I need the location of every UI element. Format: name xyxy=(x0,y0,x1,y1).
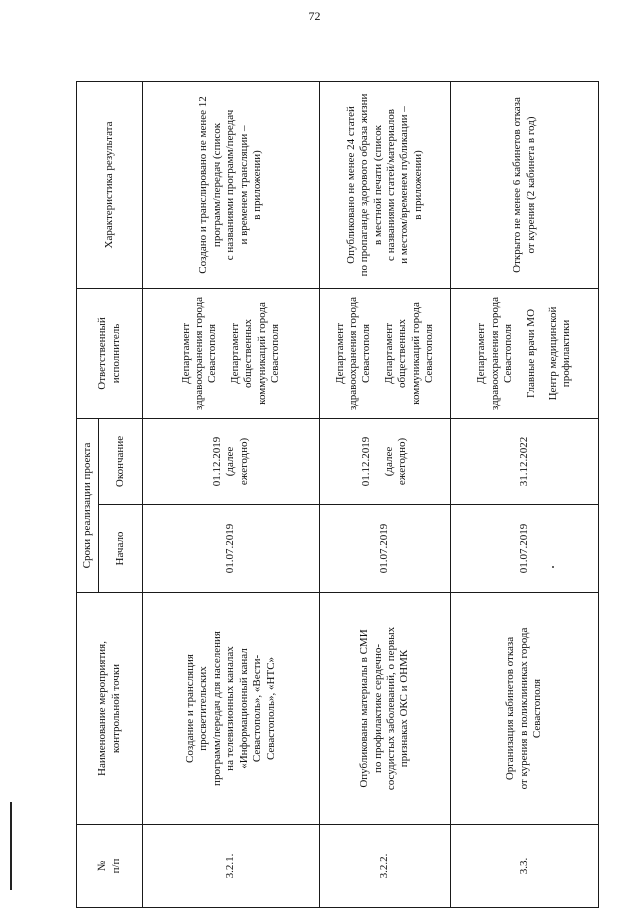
row-end-line: ежегодно) xyxy=(237,437,250,486)
row-responsible-line: здравоохранения города xyxy=(488,296,501,411)
row-name-line: Севастополь», «НТС» xyxy=(264,656,277,761)
row-result-line: и временем трансляции – xyxy=(237,125,250,245)
row-responsible-spacer xyxy=(220,293,229,414)
row-start: 01.07.2019 xyxy=(320,505,451,593)
row-responsible-line: Департамент xyxy=(179,322,192,384)
header-period: Сроки реализации проекта xyxy=(77,418,99,592)
row-result-line: с названиями программ/передач xyxy=(224,109,237,261)
row-result-line: в приложении) xyxy=(251,150,264,220)
row-result-line: по пропаганде здорового образа жизни xyxy=(358,93,371,277)
header-start: Начало xyxy=(99,505,143,593)
row-responsible-line: Севастополя xyxy=(206,323,219,384)
row-responsible xyxy=(451,288,599,418)
row-result-line: в приложении) xyxy=(411,150,424,220)
row-result-line: с названиями статей/материалов xyxy=(385,109,397,261)
page-number: 72 xyxy=(308,9,321,23)
row-name-line: «Информационный канал xyxy=(237,648,250,769)
row-name-line: программ/передач для населения xyxy=(210,631,223,786)
row-responsible-line: Департамент xyxy=(382,322,395,384)
row-end-line: 31.12.2022 xyxy=(517,436,530,487)
row-end xyxy=(143,418,320,504)
header-num-line: п/п xyxy=(109,858,122,874)
header-name-line: Наименование мероприятия, xyxy=(96,641,109,776)
row-end xyxy=(451,418,599,504)
row-name-line: просветительских xyxy=(197,666,210,751)
row-name xyxy=(320,593,451,825)
row-result-line: Опубликовано не менее 24 статей xyxy=(344,106,357,264)
row-responsible-line: Севастополя xyxy=(502,323,515,384)
row-end-line: (далее xyxy=(224,446,237,477)
row-responsible xyxy=(143,288,320,418)
row-num: 3.3. xyxy=(451,825,599,908)
row-responsible-line: коммуникаций города xyxy=(409,302,422,405)
row-name-line: Опубликованы материалы в СМИ xyxy=(358,629,371,788)
row-end-line: ежегодно) xyxy=(396,437,409,486)
row-name-line: сосудистых заболеваний, о первых xyxy=(385,626,397,791)
row-end-line: 01.12.2019 xyxy=(210,436,223,487)
header-num-line: № xyxy=(96,860,109,872)
header-name-line: контрольной точки xyxy=(109,663,122,754)
row-responsible-spacer xyxy=(516,293,525,414)
table-row xyxy=(320,81,451,907)
row-responsible-line: Департамент xyxy=(475,322,488,384)
row-num: 3.2.1. xyxy=(143,825,320,908)
header-end: Окончание xyxy=(99,418,143,504)
row-responsible-line: профилактики xyxy=(560,319,573,388)
table-row xyxy=(451,81,599,907)
row-name-line: Создание и трансляция xyxy=(184,654,197,763)
row-result-line: от курения (2 кабинета в год) xyxy=(524,116,537,254)
row-name xyxy=(143,593,320,825)
row-responsible-line: Центр медицинской xyxy=(546,306,559,401)
row-responsible-line: Севастополя xyxy=(360,323,373,384)
rotated-table-wrapper xyxy=(76,82,599,908)
row-end-spacer xyxy=(374,423,383,500)
header-responsible-line: исполнитель xyxy=(109,323,122,384)
row-result xyxy=(143,81,320,288)
row-responsible-spacer xyxy=(538,293,547,414)
row-name xyxy=(451,593,599,825)
row-name-line: от курения в поликлиниках города xyxy=(517,627,530,790)
row-responsible-line: Севастополя xyxy=(423,323,436,384)
row-result-line: Открыто не менее 6 кабинетов отказа xyxy=(511,97,524,273)
row-name-line: Организация кабинетов отказа xyxy=(504,636,517,781)
row-responsible-line: общественных xyxy=(242,318,255,389)
row-responsible-line: Главные врачи МО xyxy=(524,308,537,399)
row-end xyxy=(320,418,451,504)
row-result-line: программ/передач (список xyxy=(210,122,223,248)
row-responsible-line: Департамент xyxy=(228,322,241,384)
row-name-line: на телевизионных каналах xyxy=(224,646,237,771)
row-responsible-line: Севастополя xyxy=(269,323,282,384)
header-name xyxy=(77,593,143,825)
header-responsible xyxy=(77,288,143,418)
scan-speck xyxy=(552,566,554,568)
row-responsible-line: коммуникаций города xyxy=(255,302,268,405)
header-num xyxy=(77,825,143,908)
row-responsible-spacer xyxy=(374,293,383,414)
row-responsible-line: общественных xyxy=(396,318,409,389)
project-activities-table xyxy=(76,81,599,908)
table-row xyxy=(143,81,320,907)
row-start: 01.07.2019 xyxy=(451,505,599,593)
row-end-line: 01.12.2019 xyxy=(360,436,373,487)
row-name-line: Севастополя xyxy=(531,678,544,739)
header-responsible-line: Ответственный xyxy=(96,317,109,390)
row-responsible-line: Департамент xyxy=(333,322,346,384)
row-end-line: (далее xyxy=(382,446,395,477)
scan-edge-mark xyxy=(10,802,12,890)
row-result-line: Создано и транслировано не менее 12 xyxy=(197,96,210,274)
header-row-1 xyxy=(77,81,99,907)
row-result-line: и местом/временем публикации – xyxy=(398,106,411,264)
row-name-line: признаках ОКС и ОНМК xyxy=(398,649,411,768)
row-name-line: по профилактике сердечно- xyxy=(371,643,384,774)
row-name-line: Севастополь», «Вести- xyxy=(251,654,264,763)
row-start: 01.07.2019 xyxy=(143,505,320,593)
row-responsible xyxy=(320,288,451,418)
row-responsible-line: здравоохранения города xyxy=(346,296,359,411)
row-result-line: в местной печати (список xyxy=(371,125,384,245)
row-result xyxy=(320,81,451,288)
header-result: Характеристика результата xyxy=(77,81,143,288)
row-result xyxy=(451,81,599,288)
row-num: 3.2.2. xyxy=(320,825,451,908)
row-responsible-line: здравоохранения города xyxy=(192,296,205,411)
